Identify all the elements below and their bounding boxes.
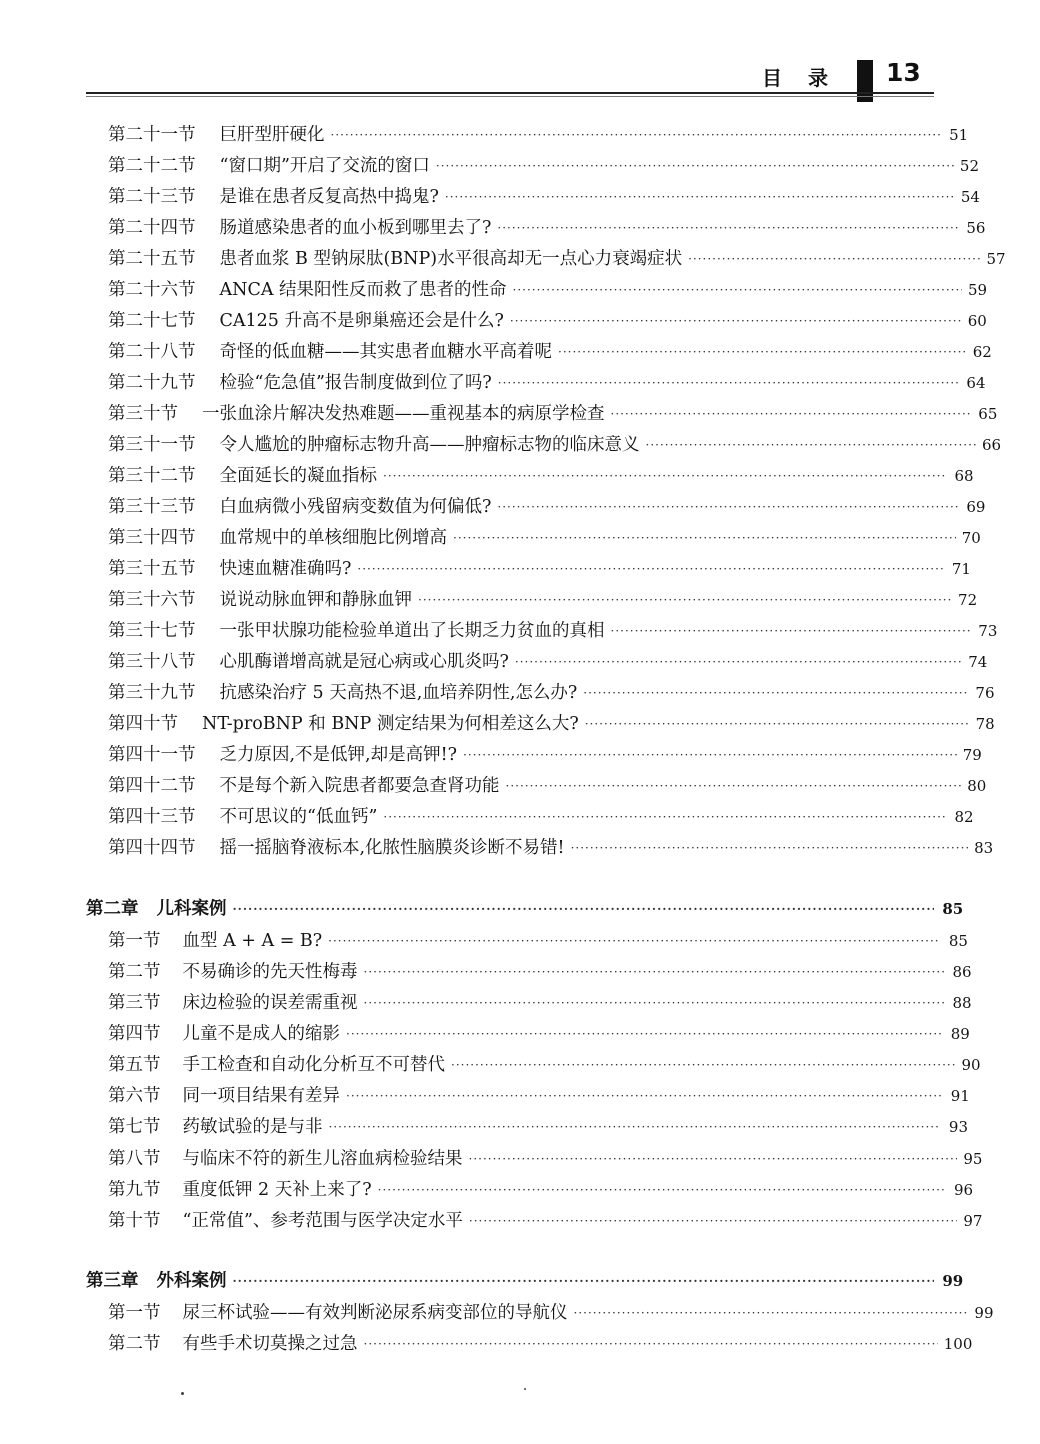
page-ref: 54 xyxy=(960,188,980,206)
section-title: 肠道感染患者的血小板到哪里去了? xyxy=(219,218,492,238)
page-ref: 91 xyxy=(950,1087,970,1105)
section-title: 一张甲状腺功能检验单道出了长期乏力贫血的真相 xyxy=(219,621,605,641)
toc-entry[interactable] xyxy=(0,771,1040,802)
section-title: ANCA 结果阳性反而救了患者的性命 xyxy=(219,280,507,300)
dot-leader xyxy=(453,523,956,554)
dot-leader xyxy=(497,213,960,244)
dot-leader xyxy=(378,1175,947,1206)
page-ref: 90 xyxy=(961,1056,981,1074)
section-number: 第一节 xyxy=(108,931,161,951)
section-title: 快速血糖准确吗? xyxy=(219,559,352,579)
dot-leader xyxy=(445,182,955,213)
page-ref: 66 xyxy=(981,436,1002,454)
section-title: 不可思议的“低血钙” xyxy=(219,807,378,827)
section-title: 奇怪的低血糖——其实患者血糖水平高着呢 xyxy=(219,342,552,362)
dot-leader xyxy=(383,461,947,492)
page-ref: 74 xyxy=(968,653,988,671)
section-title: 尿三杯试验——有效判断泌尿系病变部位的导航仪 xyxy=(182,1303,568,1323)
dot-leader xyxy=(364,988,945,1019)
page-ref: 56 xyxy=(966,219,986,237)
dot-leader xyxy=(233,894,934,925)
section-number: 第三十五节 xyxy=(108,559,196,579)
page-ref: 60 xyxy=(967,312,987,330)
section-title: 床边检验的误差需重视 xyxy=(182,993,358,1013)
dot-leader xyxy=(611,616,973,647)
toc-entry[interactable] xyxy=(0,306,1040,337)
page-ref: 65 xyxy=(978,405,998,423)
toc-entry[interactable] xyxy=(0,957,1040,988)
page-header xyxy=(0,0,1040,110)
dot-leader xyxy=(497,492,960,523)
section-number: 第五节 xyxy=(108,1055,161,1075)
dot-leader xyxy=(463,740,957,771)
toc-entry[interactable] xyxy=(0,1050,1040,1081)
dot-leader xyxy=(346,1081,942,1112)
toc-entry[interactable] xyxy=(0,647,1040,678)
dot-leader xyxy=(585,709,970,740)
toc-entry[interactable] xyxy=(0,244,1040,275)
section-number: 第四十四节 xyxy=(108,838,196,858)
dot-leader xyxy=(346,1019,942,1050)
toc-entry[interactable] xyxy=(0,833,1040,864)
page-ref: 73 xyxy=(978,622,998,640)
section-title: 同一项目结果有差异 xyxy=(182,1086,340,1106)
section-number: 第四十三节 xyxy=(108,807,196,827)
page-ref: 95 xyxy=(963,1150,983,1168)
section-number: 第二十五节 xyxy=(108,249,196,269)
toc-entry[interactable] xyxy=(0,802,1040,833)
dot-leader xyxy=(436,151,954,182)
section-number: 第三十八节 xyxy=(108,652,196,672)
toc-entry[interactable] xyxy=(0,678,1040,709)
page-ref: 62 xyxy=(972,343,992,361)
page-ref: 70 xyxy=(961,529,981,547)
section-number: 第三十节 xyxy=(108,404,178,424)
toc-entry[interactable] xyxy=(0,275,1040,306)
section-number: 第九节 xyxy=(108,1180,161,1200)
page-number: 13 xyxy=(886,58,921,87)
dot-leader xyxy=(328,926,940,957)
chapter-title: 外科案例 xyxy=(156,1271,227,1291)
page-ref: 69 xyxy=(966,498,986,516)
section-title: “正常值”、参考范围与医学决定水平 xyxy=(182,1211,463,1231)
page-ref: 88 xyxy=(952,994,972,1012)
section-title: 重度低钾 2 天补上来了? xyxy=(182,1180,372,1200)
section-title: 摇一摇脑脊液标本,化脓性脑膜炎诊断不易错! xyxy=(219,838,565,858)
toc-entry[interactable] xyxy=(0,740,1040,771)
chapter-number: 第三章 xyxy=(86,1271,139,1291)
section-title: 不是每个新入院患者都要急查肾功能 xyxy=(219,776,500,796)
section-title: CA125 升高不是卵巢癌还会是什么? xyxy=(219,311,504,331)
section-number: 第六节 xyxy=(108,1086,161,1106)
toc-entry[interactable] xyxy=(0,1329,1040,1360)
section-number: 第三十四节 xyxy=(108,528,196,548)
section-number: 第一节 xyxy=(108,1303,161,1323)
page-ref: 85 xyxy=(948,932,968,950)
section-title: 巨肝型肝硬化 xyxy=(219,125,325,145)
section-number: 第三十九节 xyxy=(108,683,196,703)
section-title: 患者血浆 B 型钠尿肽(BNP)水平很高却无一点心力衰竭症状 xyxy=(219,249,683,269)
dot-leader xyxy=(513,275,962,306)
section-title: 说说动脉血钾和静脉血钾 xyxy=(219,590,412,610)
toc-entry[interactable] xyxy=(0,461,1040,492)
toc-entry[interactable] xyxy=(0,1081,1040,1112)
toc-entry[interactable] xyxy=(0,151,1040,182)
section-title: 一张血涂片解决发热难题——重视基本的病原学检查 xyxy=(202,404,605,424)
toc-entry[interactable] xyxy=(0,337,1040,368)
page-ref: 96 xyxy=(953,1181,974,1199)
section-title: 不易确诊的先天性梅毒 xyxy=(182,962,358,982)
dot-leader xyxy=(506,771,962,802)
page-ref: 80 xyxy=(967,777,987,795)
section-title: 全面延长的凝血指标 xyxy=(219,466,377,486)
section-number: 第七节 xyxy=(108,1117,161,1137)
section-title: 药敏试验的是与非 xyxy=(182,1117,323,1137)
page-ref: 97 xyxy=(963,1212,983,1230)
section-title: 检验“危急值”报告制度做到位了吗? xyxy=(219,373,492,393)
toc-entry[interactable] xyxy=(0,709,1040,740)
page-ref: 86 xyxy=(952,963,972,981)
page-ref: 52 xyxy=(959,157,979,175)
section-title: 血常规中的单核细胞比例增高 xyxy=(219,528,447,548)
section-title: 手工检查和自动化分析互不可替代 xyxy=(182,1055,445,1075)
section-number: 第二十九节 xyxy=(108,373,196,393)
toc-entry[interactable] xyxy=(0,120,1040,151)
page-ref: 89 xyxy=(950,1025,970,1043)
toc-entry[interactable] xyxy=(0,1144,1040,1175)
page-ref: 79 xyxy=(962,746,982,764)
page-ref: 76 xyxy=(975,684,995,702)
toc-entry[interactable] xyxy=(0,554,1040,585)
toc-entry[interactable] xyxy=(0,523,1040,554)
section-number: 第三节 xyxy=(108,993,161,1013)
section-number: 第二十八节 xyxy=(108,342,196,362)
toc-entry[interactable] xyxy=(0,988,1040,1019)
section-title: NT-proBNP 和 BNP 测定结果为何相差这么大? xyxy=(202,714,579,734)
section-number: 第二十四节 xyxy=(108,218,196,238)
page-ref: 51 xyxy=(949,126,969,144)
dot-leader xyxy=(510,306,962,337)
section-number: 第三十二节 xyxy=(108,466,196,486)
page-ref: 83 xyxy=(974,839,994,857)
page-ref: 57 xyxy=(986,250,1006,268)
page-ref: 99 xyxy=(942,1272,964,1290)
section-title: “窗口期”开启了交流的窗口 xyxy=(219,156,430,176)
dot-leader xyxy=(558,337,967,368)
dot-leader xyxy=(329,1112,940,1143)
section-number: 第三十一节 xyxy=(108,435,196,455)
running-title: 目录 xyxy=(762,66,854,90)
chapter-heading[interactable] xyxy=(0,1266,1040,1297)
page-ref: 64 xyxy=(966,374,986,392)
section-number: 第三十三节 xyxy=(108,497,196,517)
toc-entry[interactable] xyxy=(0,1112,1040,1143)
page-ref: 93 xyxy=(948,1118,969,1136)
section-number: 第二十三节 xyxy=(108,187,196,207)
section-title: 血型 A + A = B? xyxy=(182,931,323,951)
section-number: 第二十二节 xyxy=(108,156,196,176)
toc-entry[interactable] xyxy=(0,1298,1040,1329)
section-title: 白血病微小残留病变数值为何偏低? xyxy=(219,497,492,517)
section-number: 第二节 xyxy=(108,1334,161,1354)
section-number: 第二节 xyxy=(108,962,161,982)
page-ref: 68 xyxy=(954,467,974,485)
page-ref: 85 xyxy=(942,900,964,918)
dot-leader xyxy=(383,802,947,833)
scan-speck xyxy=(181,1392,184,1395)
dot-leader xyxy=(469,1206,957,1237)
page-ref: 100 xyxy=(943,1335,973,1353)
header-rule xyxy=(86,92,934,94)
dot-leader xyxy=(571,833,969,864)
dot-leader xyxy=(515,647,962,678)
section-number: 第三十六节 xyxy=(108,590,196,610)
section-number: 第四节 xyxy=(108,1024,161,1044)
section-title: 乏力原因,不是低钾,却是高钾!? xyxy=(219,745,458,765)
page-ref: 71 xyxy=(951,560,971,578)
toc-entry[interactable] xyxy=(0,1175,1040,1206)
dot-leader xyxy=(331,120,941,151)
dot-leader xyxy=(611,399,973,430)
chapter-title: 儿科案例 xyxy=(156,899,227,919)
toc-entry[interactable] xyxy=(0,926,1040,957)
page-ref: 72 xyxy=(958,591,978,609)
dot-leader xyxy=(688,244,980,275)
section-title: 与临床不符的新生儿溶血病检验结果 xyxy=(182,1149,463,1169)
section-number: 第四十一节 xyxy=(108,745,196,765)
header-rule-thin xyxy=(86,96,934,97)
section-number: 第八节 xyxy=(108,1149,161,1169)
toc-entry[interactable] xyxy=(0,616,1040,647)
dot-leader xyxy=(498,368,961,399)
section-number: 第二十七节 xyxy=(108,311,196,331)
dot-leader xyxy=(233,1266,934,1297)
dot-leader xyxy=(357,554,943,585)
section-title: 儿童不是成人的缩影 xyxy=(182,1024,340,1044)
toc-entry[interactable] xyxy=(0,368,1040,399)
section-number: 第二十六节 xyxy=(108,280,196,300)
page-ref: 78 xyxy=(975,715,995,733)
dot-leader xyxy=(574,1298,969,1329)
toc-entry[interactable] xyxy=(0,1019,1040,1050)
chapter-number: 第二章 xyxy=(86,899,139,919)
toc-entry[interactable] xyxy=(0,399,1040,430)
page-ref: 59 xyxy=(967,281,988,299)
scan-speck xyxy=(524,1388,526,1390)
toc-entry[interactable] xyxy=(0,1206,1040,1237)
section-title: 是谁在患者反复高热中捣鬼? xyxy=(219,187,439,207)
toc-entry[interactable] xyxy=(0,430,1040,461)
toc-entry[interactable] xyxy=(0,492,1040,523)
page-ref: 99 xyxy=(974,1304,994,1322)
section-title: 令人尴尬的肿瘤标志物升高——肿瘤标志物的临床意义 xyxy=(219,435,640,455)
toc-entry[interactable] xyxy=(0,213,1040,244)
dot-leader xyxy=(469,1144,958,1175)
section-title: 心肌酶谱增高就是冠心病或心肌炎吗? xyxy=(219,652,509,672)
section-title: 抗感染治疗 5 天高热不退,血培养阴性,怎么办? xyxy=(219,683,578,703)
dot-leader xyxy=(364,1329,938,1360)
section-number: 第四十二节 xyxy=(108,776,196,796)
section-number: 第十节 xyxy=(108,1211,161,1231)
chapter-heading[interactable] xyxy=(0,894,1040,925)
section-number: 第二十一节 xyxy=(108,125,196,145)
page-ref: 82 xyxy=(954,808,974,826)
section-number: 第四十节 xyxy=(108,714,178,734)
dot-leader xyxy=(583,678,969,709)
dot-leader xyxy=(364,957,945,988)
dot-leader xyxy=(451,1050,955,1081)
section-title: 有些手术切莫操之过急 xyxy=(182,1334,358,1354)
toc-entry[interactable] xyxy=(0,182,1040,213)
section-number: 第三十七节 xyxy=(108,621,196,641)
dot-leader xyxy=(646,430,976,461)
toc-entry[interactable] xyxy=(0,585,1040,616)
dot-leader xyxy=(418,585,952,616)
